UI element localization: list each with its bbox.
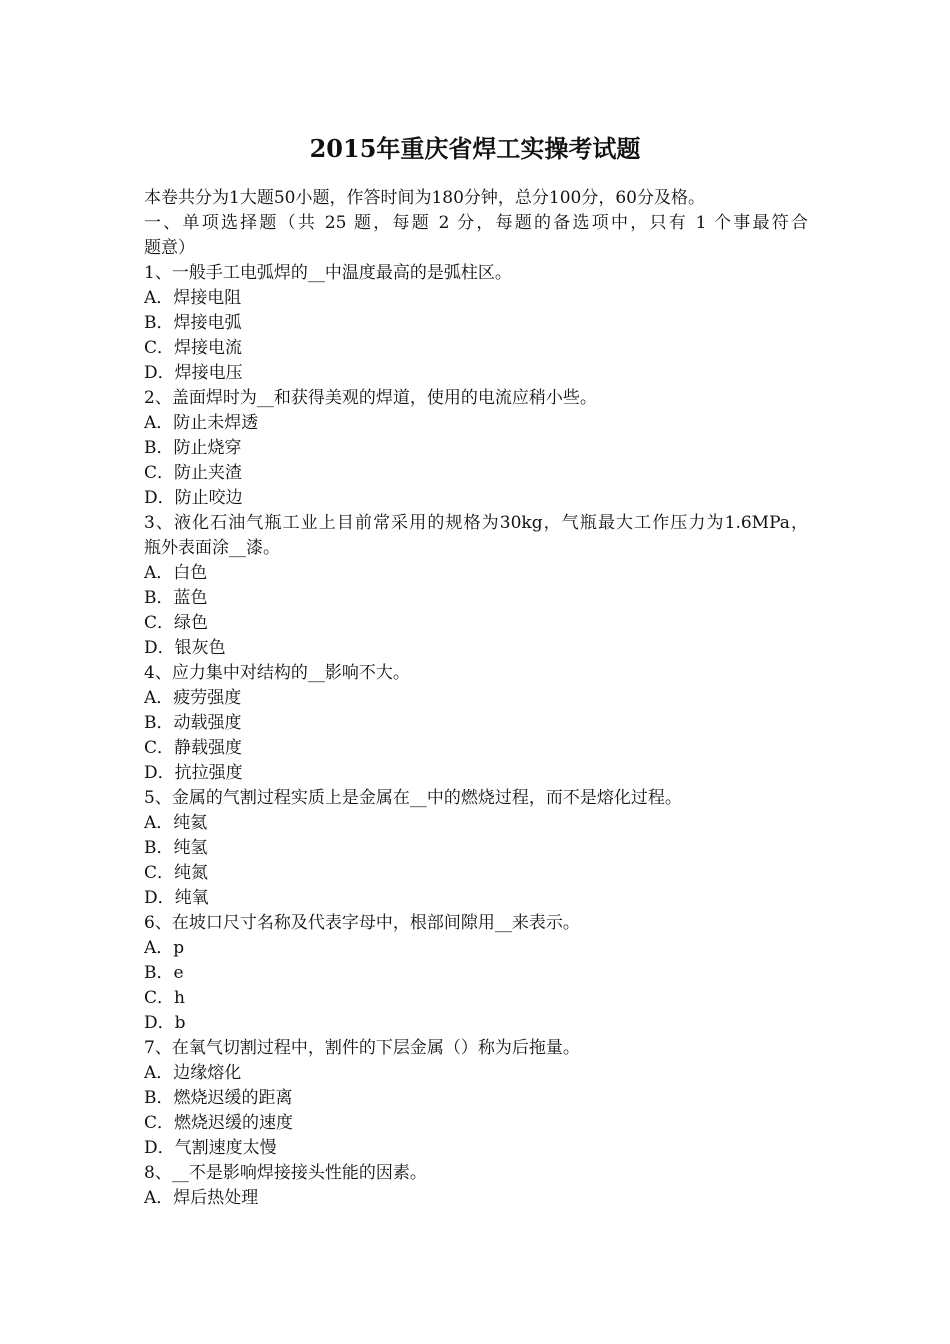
question-stem: 2、盖面焊时为__和获得美观的焊道，使用的电流应稍小些。	[144, 388, 597, 408]
question-8	[144, 1161, 808, 1211]
question-4	[144, 661, 808, 786]
section-heading-continued: 题意）	[144, 238, 195, 258]
option-c: C．绿色	[144, 613, 209, 633]
question-7	[144, 1036, 808, 1161]
question-6	[144, 911, 808, 1036]
option-c: C．h	[144, 988, 185, 1008]
option-d: D．防止咬边	[144, 488, 243, 508]
option-c: C．静载强度	[144, 738, 243, 758]
question-5	[144, 786, 808, 911]
question-stem: 6、在坡口尺寸名称及代表字母中，根部间隙用__来表示。	[144, 913, 580, 933]
option-a: A．焊接电阻	[144, 288, 242, 308]
option-b: B．防止烧穿	[144, 438, 242, 458]
option-a: A．焊后热处理	[144, 1188, 259, 1208]
question-stem: 3、液化石油气瓶工业上目前常采用的规格为30kg，气瓶最大工作压力为1.6MPa，	[144, 513, 808, 533]
option-b: B．动载强度	[144, 713, 242, 733]
option-b: B．蓝色	[144, 588, 208, 608]
question-3	[144, 511, 808, 661]
option-a: A．边缘熔化	[144, 1063, 242, 1083]
option-b: B．焊接电弧	[144, 313, 242, 333]
option-c: C．燃烧迟缓的速度	[144, 1113, 294, 1133]
option-d: D．焊接电压	[144, 363, 243, 383]
option-d: D．抗拉强度	[144, 763, 243, 783]
option-d: D．气割速度太慢	[144, 1138, 277, 1158]
section-heading: 一、单项选择题（共 25 题，每题 2 分，每题的备选项中，只有 1 个事最符合	[144, 213, 808, 233]
question-1	[144, 261, 808, 386]
question-stem: 1、一般手工电弧焊的__中温度最高的是弧柱区。	[144, 263, 512, 283]
question-stem: 5、金属的气割过程实质上是金属在__中的燃烧过程，而不是熔化过程。	[144, 788, 682, 808]
option-d: D．纯氧	[144, 888, 209, 908]
option-a: A．白色	[144, 563, 208, 583]
option-d: D．银灰色	[144, 638, 226, 658]
question-stem: 7、在氧气切割过程中，割件的下层金属（）称为后拖量。	[144, 1038, 580, 1058]
option-c: C．防止夹渣	[144, 463, 243, 483]
question-stem: 4、应力集中对结构的__影响不大。	[144, 663, 410, 683]
option-c: C．纯氮	[144, 863, 209, 883]
document-title: 2015年重庆省焊工实操考试题	[309, 134, 641, 163]
document-body	[144, 186, 808, 1211]
option-a: A．p	[144, 938, 185, 958]
intro-text: 本卷共分为1大题50小题，作答时间为180分钟，总分100分，60分及格。	[144, 188, 705, 208]
option-b: B．纯氢	[144, 838, 208, 858]
question-2	[144, 386, 808, 511]
option-c: C．焊接电流	[144, 338, 243, 358]
option-a: A．防止未焊透	[144, 413, 259, 433]
question-stem-continued: 瓶外表面涂__漆。	[144, 538, 280, 558]
question-stem: 8、__不是影响焊接接头性能的因素。	[144, 1163, 427, 1183]
option-d: D．b	[144, 1013, 186, 1033]
option-b: B．e	[144, 963, 184, 983]
option-a: A．疲劳强度	[144, 688, 242, 708]
option-a: A．纯氦	[144, 813, 208, 833]
option-b: B．燃烧迟缓的距离	[144, 1088, 293, 1108]
